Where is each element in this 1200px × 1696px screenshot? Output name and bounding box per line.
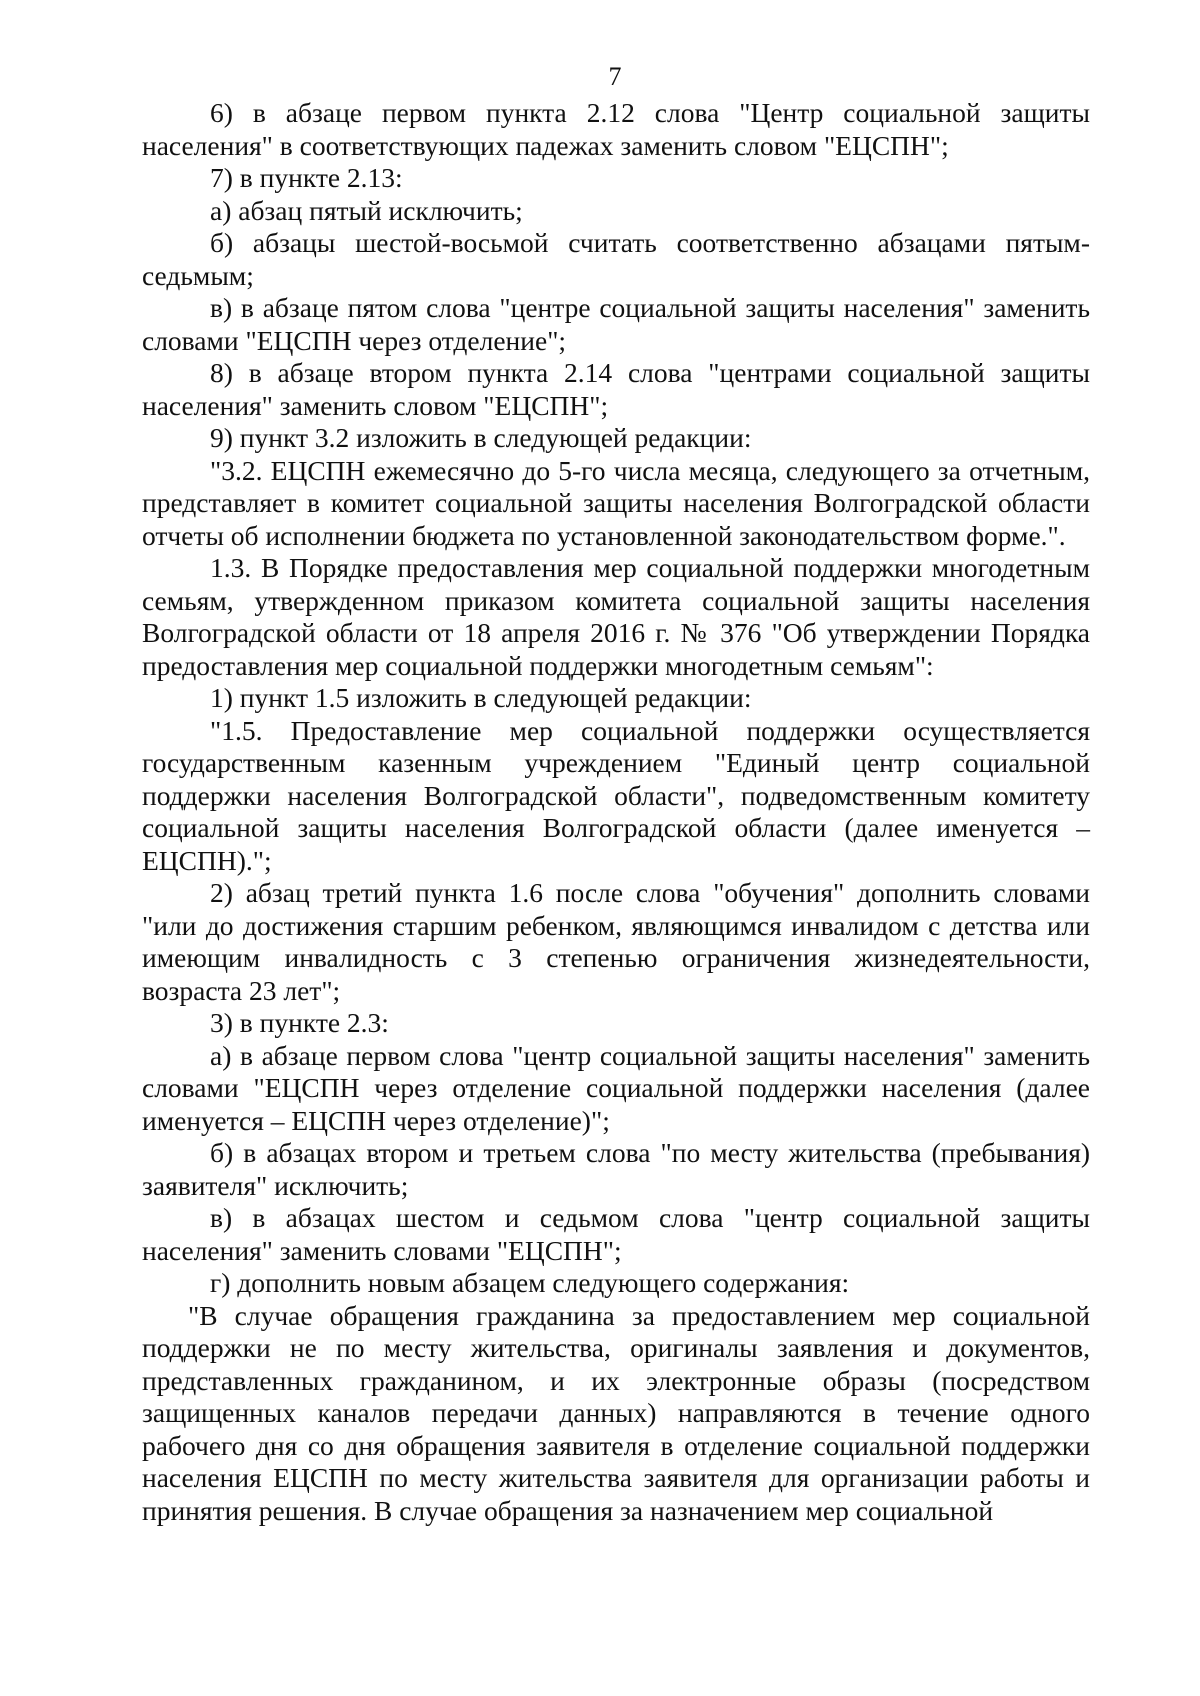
paragraph-item-1: 1) пункт 1.5 изложить в следующей редакции:	[210, 682, 752, 713]
page-number: 7	[608, 62, 622, 91]
paragraph-item-9: 9) пункт 3.2 изложить в следующей редакции:	[210, 422, 752, 453]
paragraph-item-8: 8) в абзаце втором пункта 2.14 слова "центрами социальной защиты населения" заменить словом "ЕЦСПН";	[142, 357, 1090, 421]
paragraph-subitem-b-2: б) в абзацах втором и третьем слова "по месту жительства (пребывания) заявителя" исключить;	[142, 1137, 1090, 1201]
paragraph-quote-3-2: "3.2. ЕЦСПН ежемесячно до 5-го числа месяца, следующего за отчетным, представляет в комитет социальной защиты населения Волгоградской области отчеты об исполнении бюджета по установленной законодательством форме.".	[142, 454, 1090, 551]
paragraph-subitem-v-2: в) в абзацах шестом и седьмом слова "центр социальной защиты населения" заменить словами "ЕЦСПН";	[142, 1202, 1090, 1266]
paragraph-section-1-3: 1.3. В Порядке предоставления мер социальной поддержки многодетным семьям, утвержденном приказом комитета социальной защиты населения Волгоградской области от 18 апреля 2016 г. № 376 "Об утверждении Порядка предоставления мер социальной поддержки многодетным семьям":	[142, 552, 1090, 681]
paragraph-subitem-g: г) дополнить новым абзацем следующего содержания:	[210, 1267, 850, 1298]
document-body	[142, 97, 1090, 1527]
paragraph-quote-new-abzac: "В случае обращения гражданина за предоставлением мер социальной поддержки не по месту жительства, оригиналы заявления и документов, представленных гражданином, и их электронные образы (посредством защищенных каналов передачи данных) направляются в течение одного рабочего дня со дня обращения заявителя в отделение социальной поддержки населения ЕЦСПН по месту жительства заявителя для организации работы и принятия решения. В случае обращения за назначением мер социальной	[142, 1299, 1090, 1526]
paragraph-subitem-b: б) абзацы шестой-восьмой считать соответственно абзацами пятым-седьмым;	[142, 227, 1090, 291]
paragraph-item-2: 2) абзац третий пункта 1.6 после слова "обучения" дополнить словами "или до достижения старшим ребенком, являющимся инвалидом с детства или имеющим инвалидность с 3 степенью ограничения жизнедеятельности, возраста 23 лет";	[142, 877, 1090, 1006]
paragraph-item-3: 3) в пункте 2.3:	[210, 1007, 389, 1038]
paragraph-quote-1-5: "1.5. Предоставление мер социальной поддержки осуществляется государственным казенным учреждением "Единый центр социальной поддержки населения Волгоградской области", подведомственным комитету социальной защиты населения Волгоградской области (далее именуется – ЕЦСПН).";	[142, 714, 1090, 876]
paragraph-subitem-a: а) абзац пятый исключить;	[210, 194, 523, 226]
paragraph-item-7: 7) в пункте 2.13:	[210, 162, 403, 193]
paragraph-subitem-v: в) в абзаце пятом слова "центре социальной защиты населения" заменить словами "ЕЦСПН через отделение";	[142, 292, 1090, 356]
paragraph-subitem-a-2: а) в абзаце первом слова "центр социальной защиты населения" заменить словами "ЕЦСПН через отделение социальной поддержки населения (далее именуется – ЕЦСПН через отделение)";	[142, 1039, 1090, 1136]
paragraph-item-6: 6) в абзаце первом пункта 2.12 слова "Центр социальной защиты населения" в соответствующих падежах заменить словом "ЕЦСПН";	[142, 97, 1090, 161]
